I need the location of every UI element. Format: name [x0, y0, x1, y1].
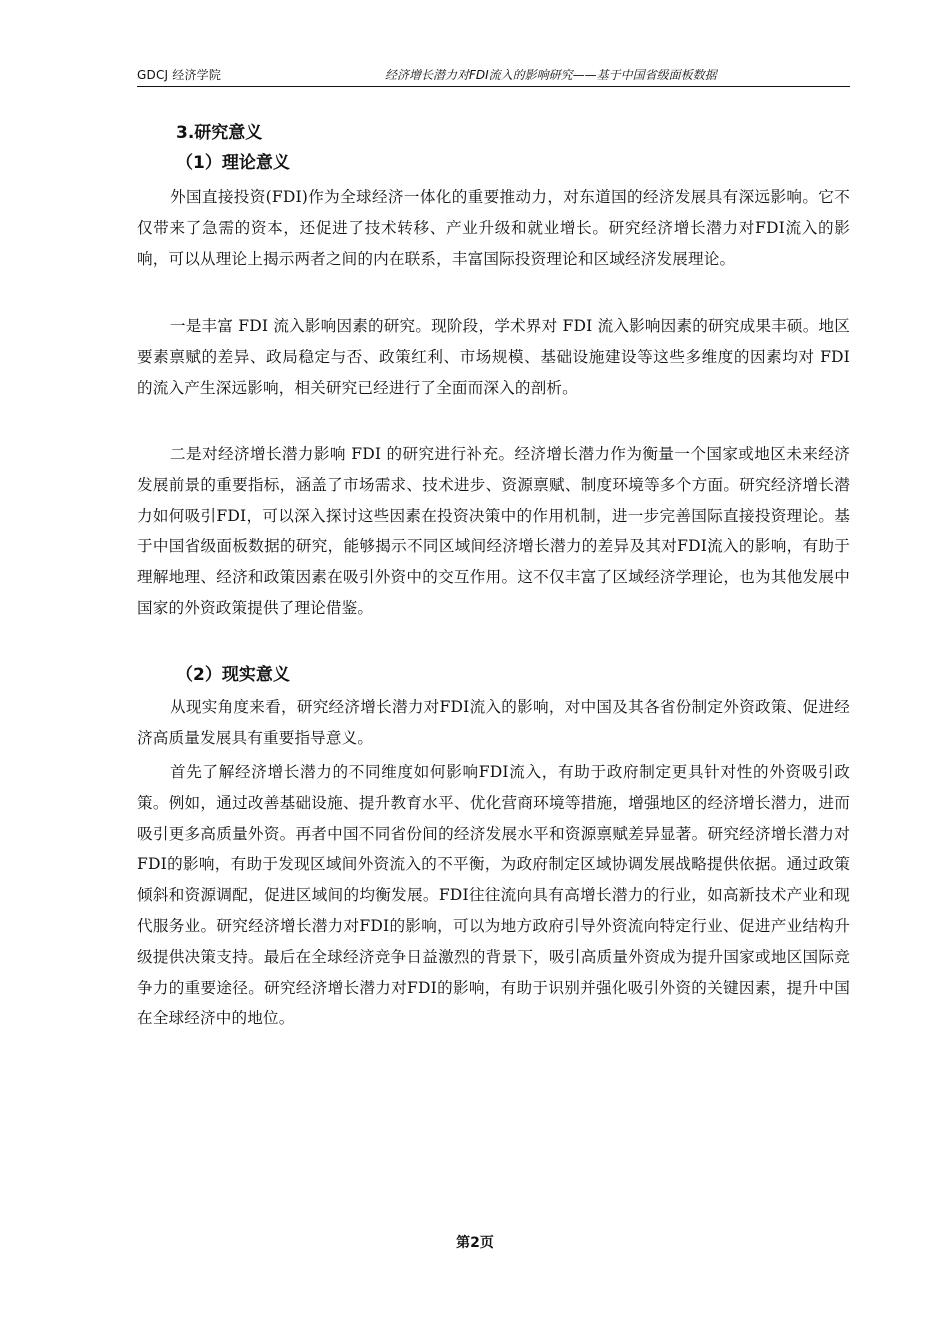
- practice-paragraph-1: 从现实角度来看，研究经济增长潜力对FDI流入的影响，对中国及其各省份制定外资政策、促进经济高质量发展具有重要指导意义。: [137, 698, 850, 747]
- subsection-theory-title: （1）理论意义: [176, 153, 290, 173]
- page-number: 第2页: [456, 1235, 494, 1251]
- subsection-practice-title: （2）现实意义: [176, 665, 290, 685]
- theory-paragraph-3: 二是对经济增长潜力影响 FDI 的研究进行补充。经济增长潜力作为衡量一个国家或地区未来经济发展前景的重要指标，涵盖了市场需求、技术进步、资源禀赋、制度环境等多个方面。研究经济增长潜力如何吸引FDI，可以深入探讨这些因素在投资决策中的作用机制，进一步完善国际直接投资理论。基于中国省级面板数据的研究，能够揭示不同区域间经济增长潜力的差异及其对FDI流入的影响，有助于理解地理、经济和政策因素在吸引外资中的交互作用。这不仅丰富了区域经济学理论，也为其他发展中国家的外资政策提供了理论借鉴。: [137, 445, 850, 617]
- practice-paragraph-2: 首先了解经济增长潜力的不同维度如何影响FDI流入，有助于政府制定更具针对性的外资吸引政策。例如，通过改善基础设施、提升教育水平、优化营商环境等措施，增强地区的经济增长潜力，进而吸引更多高质量外资。再者中国不同省份间的经济发展水平和资源禀赋差异显著。研究经济增长潜力对FDI的影响，有助于发现区域间外资流入的不平衡，为政府制定区域协调发展战略提供依据。通过政策倾斜和资源调配，促进区域间的均衡发展。FDI往往流向具有高增长潜力的行业，如高新技术产业和现代服务业。研究经济增长潜力对FDI的影响，可以为地方政府引导外资流向特定行业、促进产业结构升级提供决策支持。最后在全球经济竞争日益激烈的背景下，吸引高质量外资成为提升国家或地区国际竞争力的重要途径。研究经济增长潜力对FDI的影响，有助于识别并强化吸引外资的关键因素，提升中国在全球经济中的地位。: [137, 763, 850, 1028]
- header-school: GDCJ 经济学院: [137, 68, 222, 82]
- theory-paragraph-2: 一是丰富 FDI 流入影响因素的研究。现阶段，学术界对 FDI 流入影响因素的研究成果丰硕。地区要素禀赋的差异、政局稳定与否、政策红利、市场规模、基础设施建设等这些多维度的因素均对 FDI 的流入产生深远影响，相关研究已经进行了全面而深入的剖析。: [137, 317, 850, 397]
- section-title: 3.研究意义: [176, 123, 263, 143]
- theory-paragraph-1: 外国直接投资(FDI)作为全球经济一体化的重要推动力，对东道国的经济发展具有深远影响。它不仅带来了急需的资本，还促进了技术转移、产业升级和就业增长。研究经济增长潜力对FDI流入的影响，可以从理论上揭示两者之间的内在联系，丰富国际投资理论和区域经济发展理论。: [137, 188, 850, 268]
- page-header: [137, 66, 850, 87]
- header-thesis-title: 经济增长潜力对FDI流入的影响研究——基于中国省级面板数据: [385, 68, 717, 82]
